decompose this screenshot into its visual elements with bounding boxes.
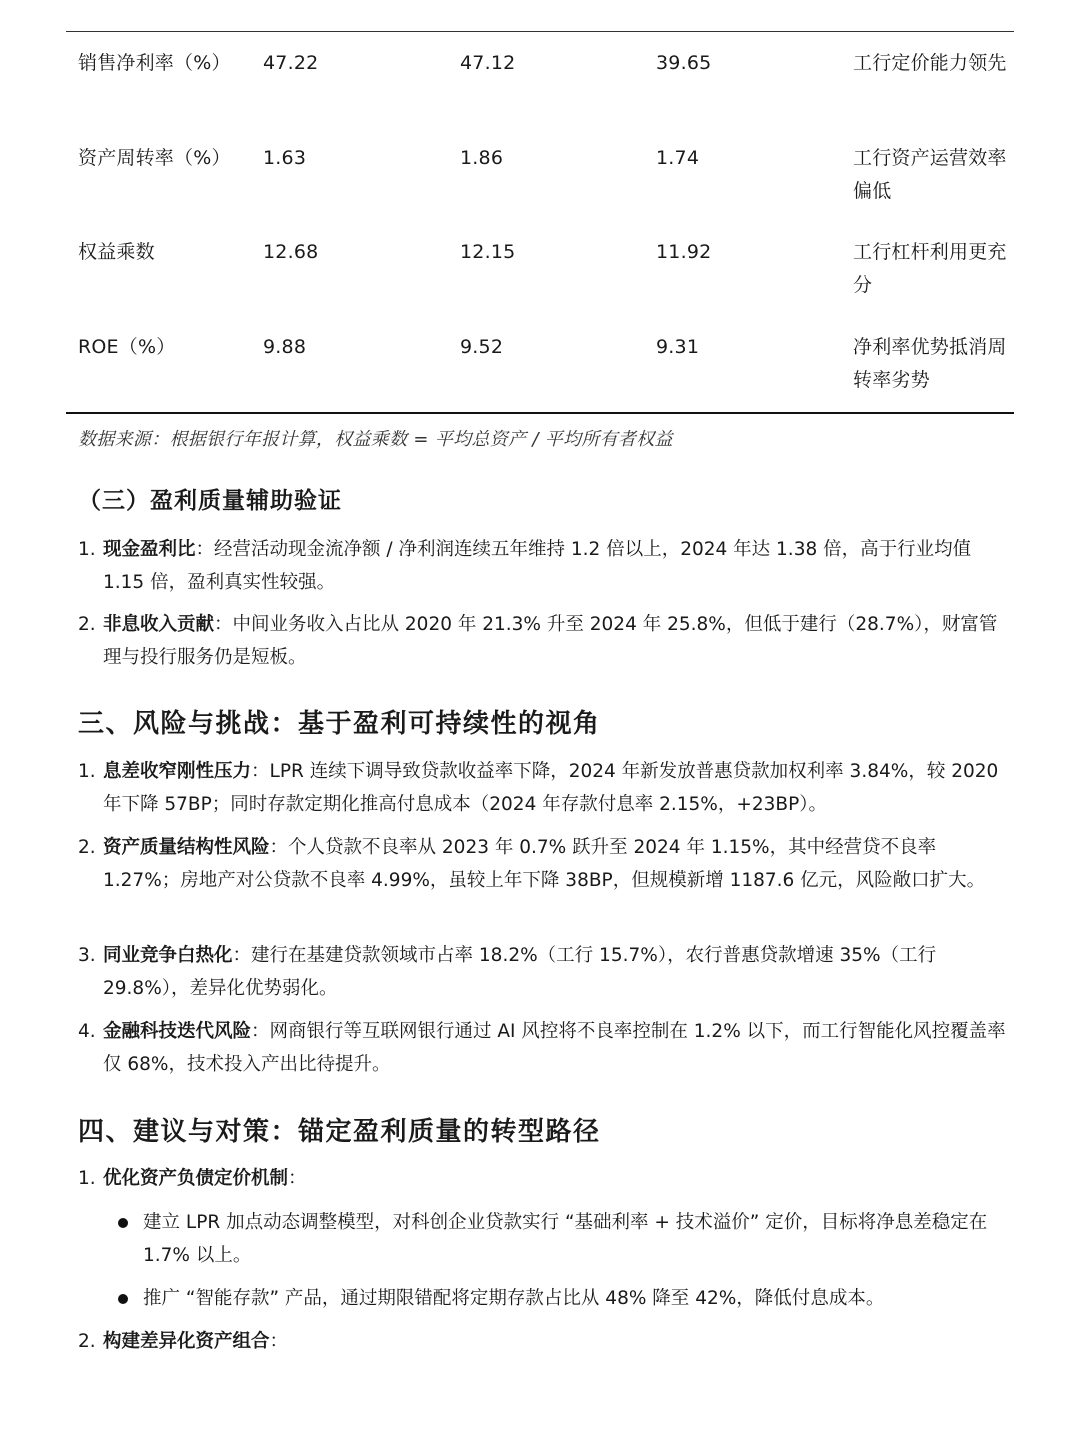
note-cell: 工行资产运营效率偏低 (853, 147, 1007, 202)
value-cell: 12.68 (263, 241, 319, 263)
item-text: ：LPR 连续下调导致贷款收益率下降，2024 年新发放普惠贷款加权利率 3.84%，较 2020 年下降 57BP；同时存款定期化推高付息成本（2024 年存款付息率 2.15%，+23BP）。 (103, 761, 999, 815)
item-number: 3. (78, 945, 96, 966)
value-cell: 9.31 (656, 336, 700, 358)
item-text: ：网商银行等互联网银行通过 AI 风控将不良率控制在 1.2% 以下，而工行智能化风控覆盖率仅 68%，技术投入产出比待提升。 (103, 1021, 1006, 1075)
item-label: 非息收入贡献 (103, 614, 215, 635)
item-text: ： (269, 1331, 289, 1352)
item-number: 2. (78, 1331, 96, 1352)
metric-cell: ROE（%） (78, 336, 176, 358)
item-label: 优化资产负债定价机制 (103, 1168, 289, 1189)
bullet-text: 建立 LPR 加点动态调整模型，对科创企业贷款实行 “基础利率 + 技术溢价” 定价，目标将净息差稳定在 1.7% 以上。 (143, 1212, 988, 1266)
table-row (0, 236, 1080, 316)
value-cell: 12.15 (460, 241, 516, 263)
metric-cell: 销售净利率（%） (78, 52, 231, 74)
table-row (0, 142, 1080, 222)
metric-cell: 权益乘数 (78, 241, 155, 263)
bullet-dot-icon (118, 1218, 128, 1228)
section-heading: 三、风险与挑战：基于盈利可持续性的视角 (78, 709, 601, 739)
item-label: 现金盈利比 (103, 539, 196, 560)
data-source-note: 数据来源：根据银行年报计算，权益乘数 = 平均总资产 / 平均所有者权益 (78, 429, 673, 450)
value-cell: 1.86 (460, 147, 504, 169)
table-row (0, 331, 1080, 411)
item-number: 1. (78, 761, 96, 782)
item-text: ：中间业务收入占比从 2020 年 21.3% 升至 2024 年 25.8%，但低于建行（28.7%），财富管理与投行服务仍是短板。 (103, 614, 998, 668)
item-text: ：个人贷款不良率从 2023 年 0.7% 跃升至 2024 年 1.15%，其中经营贷不良率 1.27%；房地产对公贷款不良率 4.99%，虽较上年下降 38BP，但规模新增 1187.6 亿元，风险敞口扩大。 (103, 837, 986, 891)
table-top-rule (66, 31, 1014, 32)
item-label: 息差收窄刚性压力 (103, 761, 252, 782)
item-text: ：建行在基建贷款领域市占率 18.2%（工行 15.7%），农行普惠贷款增速 35%（工行 29.8%），差异化优势弱化。 (103, 945, 937, 999)
item-label: 同业竞争白热化 (103, 945, 233, 966)
value-cell: 9.88 (263, 336, 307, 358)
note-cell: 工行杠杆利用更充分 (853, 241, 1007, 296)
value-cell: 47.22 (263, 52, 319, 74)
value-cell: 47.12 (460, 52, 516, 74)
value-cell: 1.74 (656, 147, 700, 169)
item-number: 2. (78, 837, 96, 858)
item-text: ： (288, 1168, 307, 1189)
item-label: 金融科技迭代风险 (103, 1021, 252, 1042)
table-row (0, 47, 1080, 127)
item-number: 4. (78, 1021, 96, 1042)
item-label: 资产质量结构性风险 (103, 837, 270, 858)
value-cell: 39.65 (656, 52, 712, 74)
value-cell: 11.92 (656, 241, 712, 263)
item-number: 1. (78, 1168, 96, 1189)
bullet-text: 推广 “智能存款” 产品，通过期限错配将定期存款占比从 48% 降至 42%，降低付息成本。 (143, 1288, 885, 1309)
subsection-heading: （三）盈利质量辅助验证 (78, 488, 342, 514)
bullet-dot-icon (118, 1294, 128, 1304)
item-number: 2. (78, 614, 96, 635)
note-cell: 工行定价能力领先 (853, 52, 1007, 74)
item-text: ：经营活动现金流净额 / 净利润连续五年维持 1.2 倍以上，2024 年达 1.38 倍，高于行业均值 1.15 倍，盈利真实性较强。 (103, 539, 972, 593)
table-bottom-rule (66, 412, 1014, 414)
value-cell: 1.63 (263, 147, 307, 169)
value-cell: 9.52 (460, 336, 504, 358)
section-heading: 四、建议与对策：锚定盈利质量的转型路径 (78, 1117, 601, 1147)
metric-cell: 资产周转率（%） (78, 147, 231, 169)
item-number: 1. (78, 539, 96, 560)
note-cell: 净利率优势抵消周转率劣势 (853, 336, 1007, 391)
item-label: 构建差异化资产组合 (103, 1331, 270, 1352)
